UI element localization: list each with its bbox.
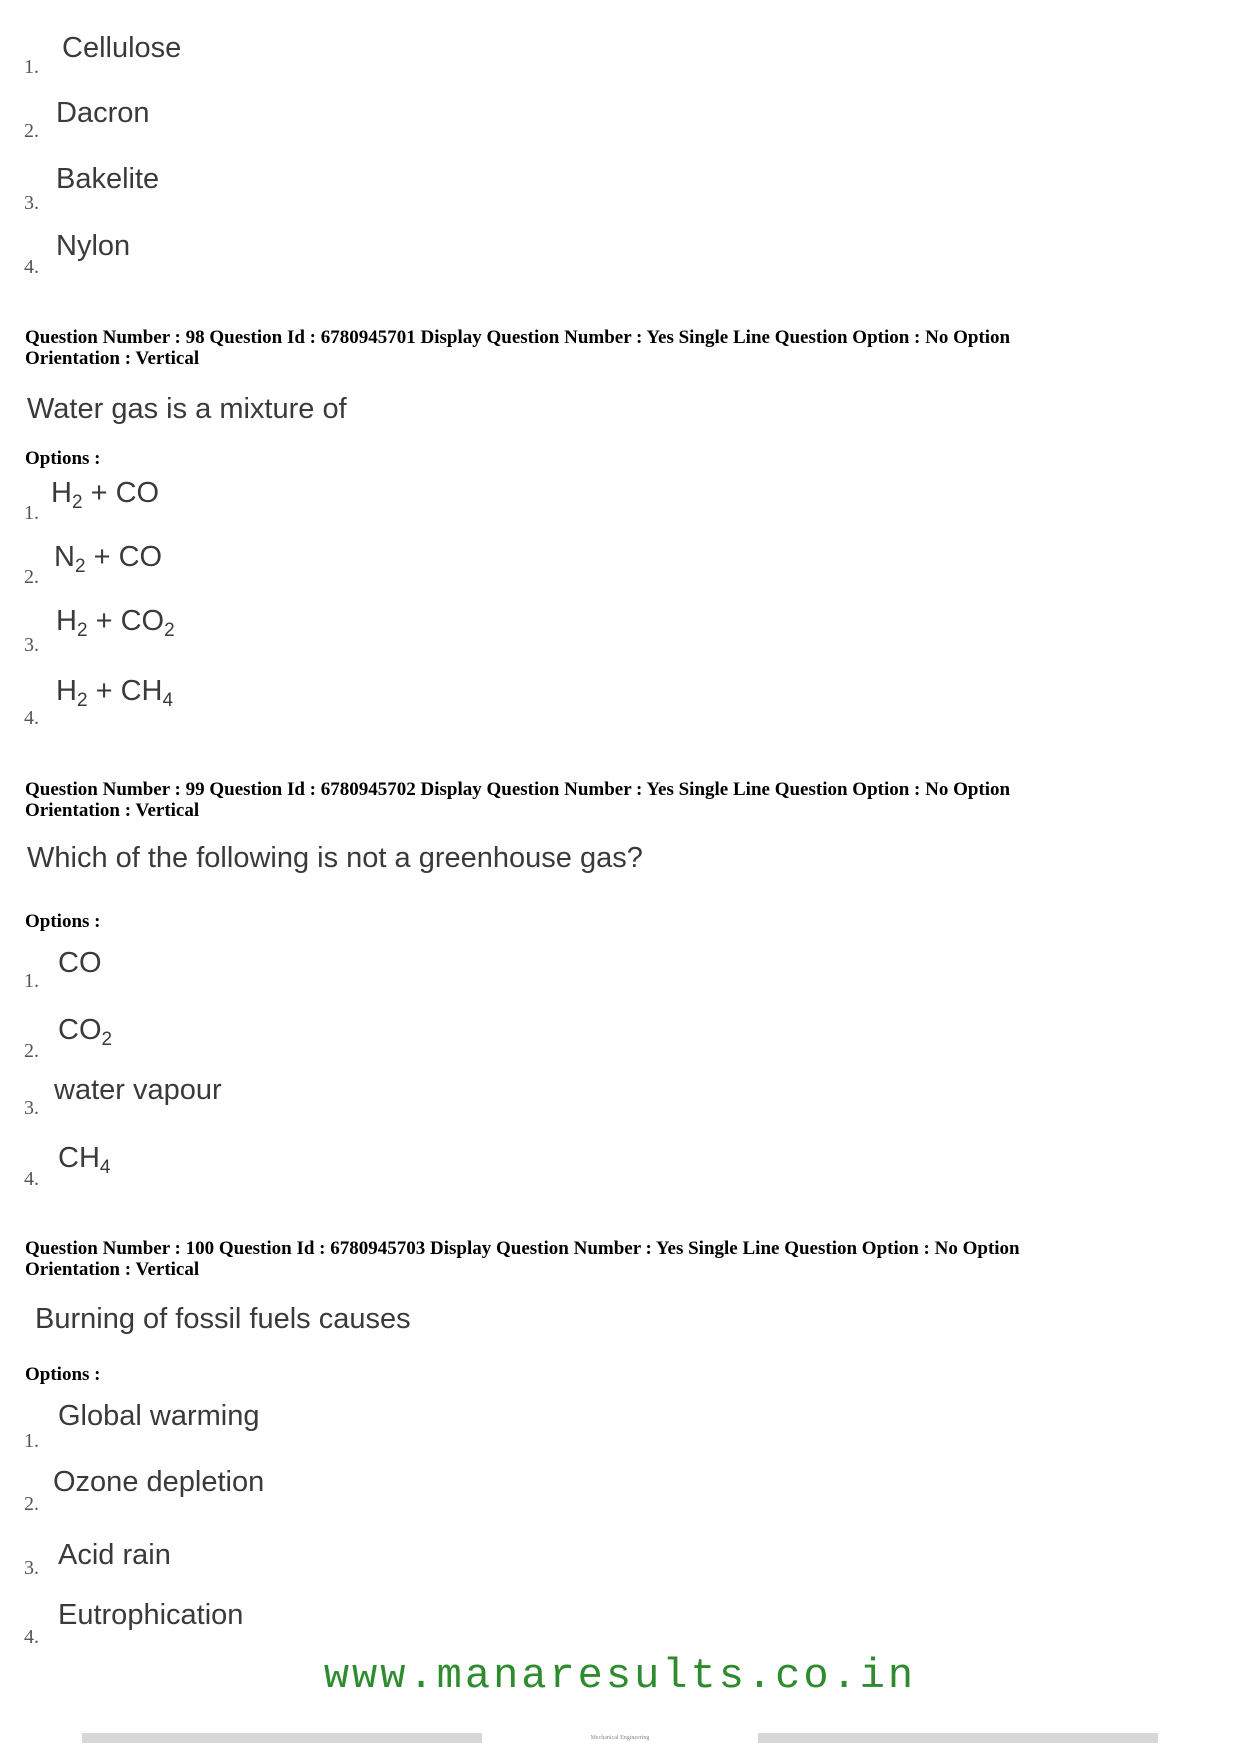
footer-bar-right [758, 1733, 1158, 1743]
footer-bar-left [82, 1733, 482, 1743]
question-98-options-label: Options : [25, 448, 101, 469]
question-99-meta-line2: Orientation : Vertical [25, 800, 200, 821]
question-100-text: Burning of fossil fuels causes [35, 1303, 411, 1335]
question-98-meta [25, 327, 1205, 369]
q100-option-1-number: 1. [24, 1430, 39, 1452]
q100-option-2-text: Ozone depletion [53, 1466, 265, 1498]
question-98-meta-line1: Question Number : 98 Question Id : 6780945701 Display Question Number : Yes Single Line Question Option : No Option [25, 327, 1011, 348]
question-100-meta [25, 1238, 1205, 1280]
question-99-meta-line1: Question Number : 99 Question Id : 6780945702 Display Question Number : Yes Single Line Question Option : No Option [25, 779, 1011, 800]
question-98-text: Water gas is a mixture of [27, 393, 347, 425]
question-99-meta [25, 779, 1205, 821]
prev-option-1-number: 1. [24, 56, 39, 78]
q98-option-4-text: $H_2 + CH_4$ [56, 675, 174, 711]
q99-option-2-text: $CO_2$ [58, 1014, 113, 1050]
q98-option-4-number: 4. [24, 707, 39, 729]
q100-option-4-number: 4. [24, 1626, 39, 1648]
q100-option-1-text: Global warming [58, 1400, 260, 1432]
prev-option-4-text: Nylon [56, 230, 131, 262]
prev-option-1-text: Cellulose [62, 32, 182, 64]
prev-option-2-text: Dacron [56, 97, 150, 129]
q99-option-1-number: 1. [24, 970, 39, 992]
q98-option-2-number: 2. [24, 566, 39, 588]
q99-option-1-text: CO [58, 947, 102, 979]
prev-option-3-number: 3. [24, 192, 39, 214]
q100-option-2-number: 2. [24, 1493, 39, 1515]
watermark-url: www.manaresults.co.in [323, 1652, 917, 1700]
q98-option-3-text: $H_2 + CO_2$ [56, 605, 175, 641]
q98-option-1-number: 1. [24, 502, 39, 524]
q100-option-3-number: 3. [24, 1557, 39, 1579]
question-100-options-label: Options : [25, 1364, 101, 1385]
question-99-options-label: Options : [25, 911, 101, 932]
prev-option-3-text: Bakelite [56, 163, 160, 195]
q98-option-2-text: $N_2$ + CO [54, 541, 163, 577]
footer-label: Mechanical Engineering [590, 1735, 650, 1741]
q98-option-3-number: 3. [24, 634, 39, 656]
q100-option-4-text: Eutrophication [58, 1599, 244, 1631]
q100-option-3-text: Acid rain [58, 1539, 171, 1571]
q99-option-4-number: 4. [24, 1168, 39, 1190]
prev-option-2-number: 2. [24, 120, 39, 142]
q99-option-4-text: $CH_4$ [58, 1142, 111, 1178]
q99-option-3-text: water vapour [54, 1074, 222, 1106]
q99-option-2-number: 2. [24, 1040, 39, 1062]
prev-option-4-number: 4. [24, 256, 39, 278]
question-100-meta-line2: Orientation : Vertical [25, 1259, 200, 1280]
question-99-text: Which of the following is not a greenhouse gas? [27, 842, 643, 874]
q98-option-1-text: $H_2$ + CO [51, 477, 160, 513]
question-98-meta-line2: Orientation : Vertical [25, 348, 200, 369]
question-100-meta-line1: Question Number : 100 Question Id : 6780945703 Display Question Number : Yes Single Line Question Option : No Option [25, 1238, 1020, 1259]
q99-option-3-number: 3. [24, 1097, 39, 1119]
